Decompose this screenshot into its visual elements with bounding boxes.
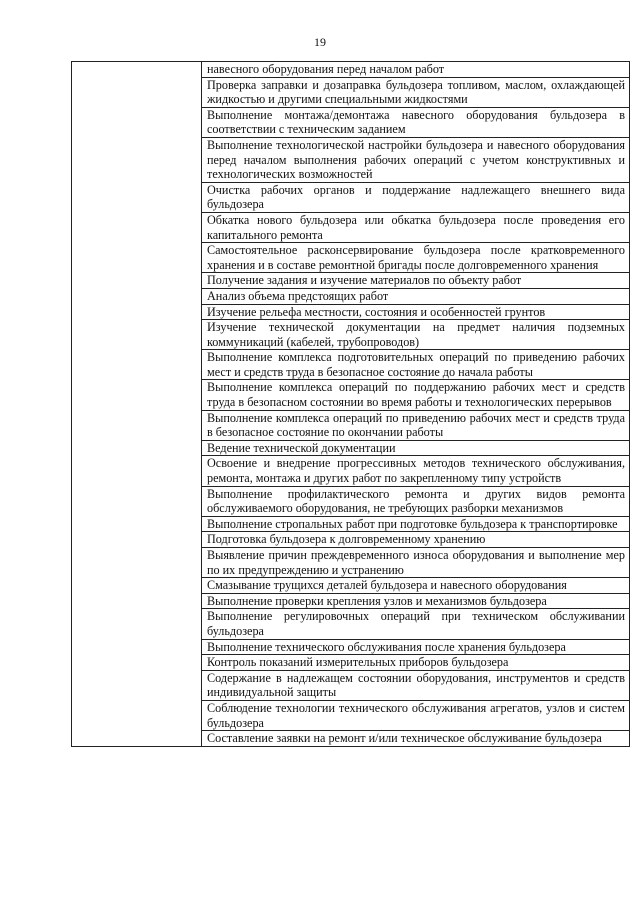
labor-function-cell bbox=[72, 62, 202, 747]
labor-action-cell: Очистка рабочих органов и поддержание надлежащего внешнего вида бульдозера bbox=[202, 182, 630, 212]
labor-action-cell: Обкатка нового бульдозера или обкатка бульдозера после проведения его капитального ремонта bbox=[202, 212, 630, 242]
labor-action-cell: Выполнение проверки крепления узлов и механизмов бульдозера bbox=[202, 593, 630, 609]
labor-action-cell: Изучение рельефа местности, состояния и особенностей грунтов bbox=[202, 304, 630, 320]
labor-action-cell: Анализ объема предстоящих работ bbox=[202, 288, 630, 304]
labor-action-cell: Содержание в надлежащем состоянии оборудования, инструментов и средств индивидуальной защиты bbox=[202, 670, 630, 700]
labor-action-cell: Соблюдение технологии технического обслуживания агрегатов, узлов и систем бульдозера bbox=[202, 700, 630, 730]
table-body bbox=[72, 62, 630, 747]
labor-action-cell: Выполнение стропальных работ при подготовке бульдозера к транспортировке bbox=[202, 516, 630, 532]
page-number: 19 bbox=[314, 35, 326, 49]
labor-action-cell: Выявление причин преждевременного износа оборудования и выполнение мер по их предупреждению и устранению bbox=[202, 548, 630, 578]
table-row bbox=[72, 62, 630, 78]
labor-action-cell: Ведение технической документации bbox=[202, 440, 630, 456]
labor-action-cell: Выполнение комплекса подготовительных операций по приведению рабочих мест и средств труда в безопасное состояние до начала работы bbox=[202, 350, 630, 380]
labor-action-cell: Составление заявки на ремонт и/или техническое обслуживание бульдозера bbox=[202, 731, 630, 747]
labor-action-cell: Получение задания и изучение материалов по объекту работ bbox=[202, 273, 630, 289]
labor-action-cell: Проверка заправки и дозаправка бульдозера топливом, маслом, охлаждающей жидкостью и другими специальными жидкостями bbox=[202, 77, 630, 107]
labor-action-cell: Выполнение профилактического ремонта и других видов ремонта обслуживаемого оборудования, не требующих разборки механизмов bbox=[202, 486, 630, 516]
labor-action-cell: Самостоятельное расконсервирование бульдозера после кратковременного хранения и в составе ремонтной бригады после долговременного хранения bbox=[202, 243, 630, 273]
labor-action-cell: Изучение технической документации на предмет наличия подземных коммуникаций (кабелей, трубопроводов) bbox=[202, 320, 630, 350]
labor-action-cell: Смазывание трущихся деталей бульдозера и навесного оборудования bbox=[202, 578, 630, 594]
labor-action-cell: Выполнение технического обслуживания после хранения бульдозера bbox=[202, 639, 630, 655]
labor-action-cell: Выполнение регулировочных операций при техническом обслуживании бульдозера bbox=[202, 609, 630, 639]
labor-action-cell: Контроль показаний измерительных приборов бульдозера bbox=[202, 655, 630, 671]
labor-actions-table bbox=[71, 61, 630, 747]
labor-action-cell: Освоение и внедрение прогрессивных методов технического обслуживания, ремонта, монтажа и других работ по закрепленному типу устройств bbox=[202, 456, 630, 486]
labor-action-cell: Выполнение комплекса операций по поддержанию рабочих мест и средств труда в безопасном состоянии во время работы и технологических перерывов bbox=[202, 380, 630, 410]
labor-action-cell: Выполнение технологической настройки бульдозера и навесного оборудования перед началом выполнения рабочих операций с учетом конструктивных и технологических возможностей bbox=[202, 137, 630, 182]
labor-action-cell: Выполнение комплекса операций по приведению рабочих мест и средств труда в безопасное состояние по окончании работы bbox=[202, 410, 630, 440]
labor-action-cell: Выполнение монтажа/демонтажа навесного оборудования бульдозера в соответствии с техническим заданием bbox=[202, 107, 630, 137]
labor-action-cell: навесного оборудования перед началом работ bbox=[202, 62, 630, 78]
labor-action-cell: Подготовка бульдозера к долговременному хранению bbox=[202, 532, 630, 548]
